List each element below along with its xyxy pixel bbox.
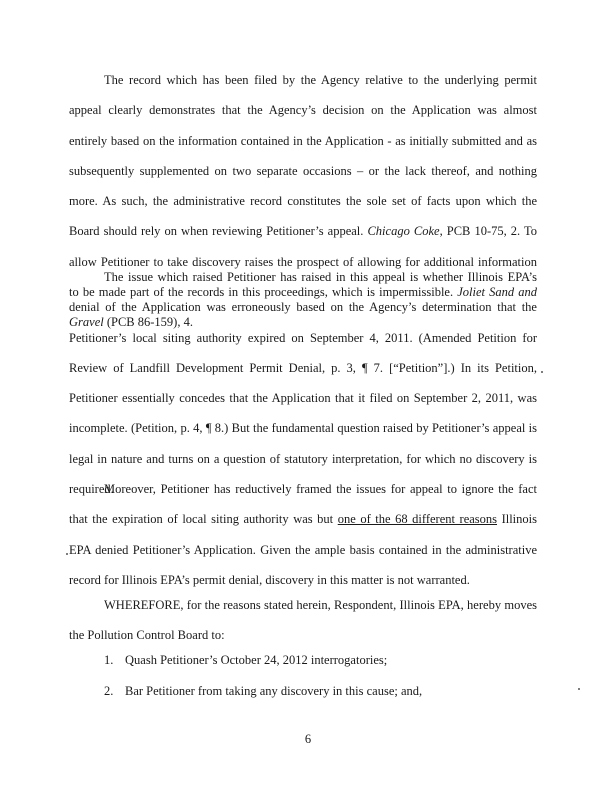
paragraph-wherefore	[69, 590, 537, 651]
paragraph-1-text-b: , PCB 10-75, 2. To allow Petitioner to take discovery raises the prospect of allowing for additional information to be made part of the records in this proceedings, which is impermissible.	[69, 224, 538, 300]
paragraph-3-text-b: Illinois EPA denied Petitioner’s Application. Given the ample basis contained in the administrative record for Illinois EPA’s permit denial, discovery in this matter is not warranted.	[69, 512, 537, 587]
list-item-number: 1.	[104, 653, 114, 667]
case-citation-joliet-sand-gravel: Joliet Sand and Gravel	[69, 285, 537, 330]
paragraph-4-text: WHEREFORE, for the reasons stated herein, Respondent, Illinois EPA, hereby moves the Pollution Control Board to:	[69, 598, 537, 643]
case-citation-chicago-coke: Chicago Coke	[367, 224, 440, 239]
paragraph-reductive-framing	[69, 474, 537, 595]
page-number: 6	[304, 732, 312, 746]
scan-speck	[66, 553, 68, 555]
paragraph-1-text-a: The record which has been filed by the Agency relative to the underlying permit appeal clearly demonstrates that the Agency’s decision on the Application was almost entirely based on the information contained in the Application - as initially submitted and as subsequently supplemented on two separate occasions – or the lack thereof, and nothing more. As such, the administrative record constitutes the sole set of facts upon which the Board should rely on when reviewing Petitioner’s appeal.	[69, 73, 537, 239]
paragraph-2-text: The issue which raised Petitioner has raised in this appeal is whether Illinois EPA’s denial of the Application was erroneously based on the Agency’s determination that the Petitioner’s local siting authority expired on September 4, 2011. (Amended Petition for Review of Landfill Development Permit Denial, p. 3, ¶ 7. [“Petition”].) In its Petition, Petitioner essentially concedes that the Application that it filed on September 2, 2011, was incomplete. (Petition, p. 4, ¶ 8.) But the fundamental question raised by Petitioner’s appeal is legal in nature and turns on a question of statutory interpretation, for which no discovery is required.	[69, 270, 537, 497]
list-item-text: Bar Petitioner from taking any discovery in this cause; and,	[125, 684, 423, 698]
list-item-text: Quash Petitioner’s October 24, 2012 interrogatories;	[125, 653, 388, 667]
list-item	[104, 650, 387, 670]
list-item	[104, 681, 422, 701]
scan-speck	[578, 688, 580, 690]
paragraph-3-text-a: Moreover, Petitioner has reductively framed the issues for appeal to ignore the fact that the expiration of local siting authority was but	[69, 482, 537, 527]
list-item-number: 2.	[104, 684, 114, 698]
paragraph-1-text-c: (PCB 86-159), 4.	[103, 315, 193, 330]
underlined-reasons-phrase: one of the 68 different reasons	[337, 512, 498, 527]
scan-speck	[541, 371, 543, 373]
paragraph-issue-on-appeal	[69, 262, 537, 504]
